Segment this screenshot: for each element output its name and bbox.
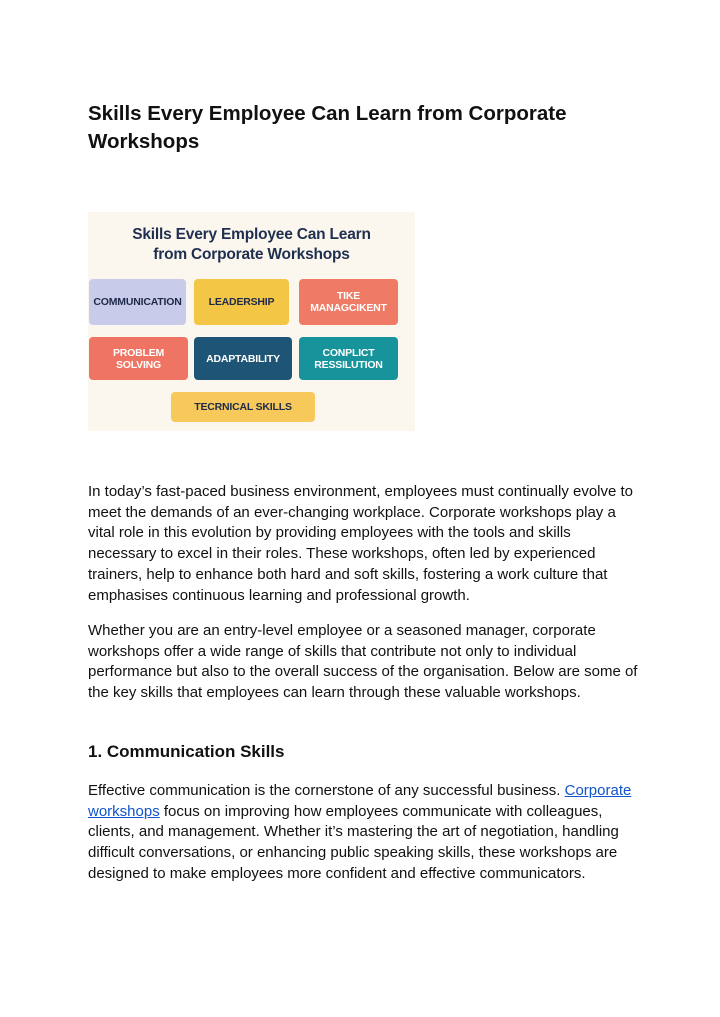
skill-tile-label: RESSILUTION xyxy=(314,358,383,371)
skill-tile-problem-solving xyxy=(89,337,188,380)
infographic-title xyxy=(88,225,415,265)
skill-tile-label: ADAPTABILITY xyxy=(206,352,280,365)
skill-tile-label: COMMUNICATION xyxy=(93,296,182,308)
intro-paragraph: In today’s fast-paced business environment, employees must continually evolve to meet the demands of an ever-changing workplace. Corporate workshops play a vital role in this evolution by providing employees with the tools and skills necessary to excel in their roles. These workshops, often led by experienced trainers, help to enhance both hard and soft skills, fostering a work culture that emphasises continuous learning and professional growth. xyxy=(88,483,634,604)
skill-tile-label: TIKE xyxy=(336,290,361,302)
skill-tile-leadership xyxy=(194,279,289,325)
skill-tile-time-management xyxy=(299,279,398,325)
communication-paragraph xyxy=(88,781,638,885)
overview-paragraph: Whether you are an entry-level employee or a seasoned manager, corporate workshops offer a wide range of skills that contribute not only to individual performance but also to the overall success of the organisation. Below are some of the key skills that employees can learn through these valuable workshops. xyxy=(88,622,638,702)
skill-tile-label: PROBLEM xyxy=(112,346,165,359)
page-title: Skills Every Employee Can Learn from Corporate Workshops xyxy=(88,102,567,153)
skill-tile-label: LEADERSHIP xyxy=(208,296,275,308)
skill-tile-adaptability xyxy=(194,337,292,380)
skill-tile-communication xyxy=(89,279,186,325)
section-heading-communication: 1. Communication Skills xyxy=(88,742,285,761)
skill-tile-label: CONPLICT xyxy=(322,346,375,359)
skill-tile-label: SOLVING xyxy=(115,358,162,371)
skill-tile-label: MANAGCIKENT xyxy=(310,302,387,314)
infographic-title-line-2: from Corporate Workshops xyxy=(153,246,350,263)
skill-tile-conflict-resolution xyxy=(299,337,398,380)
paragraph-text: Effective communication is the cornerstone of any successful business. xyxy=(88,782,565,799)
skills-infographic xyxy=(88,212,415,431)
paragraph-text: focus on improving how employees communicate with colleagues, clients, and management. Whether it’s mastering the art of negotiation, handling difficult conversations, or enhancing public speaking skills, these workshops are designed to make employees more confident and effective communicators. xyxy=(88,802,619,882)
skill-tile-technical-skills xyxy=(171,392,315,422)
infographic-title-line-1: Skills Every Employee Can Learn xyxy=(132,226,371,243)
skill-tile-label: TECRNICAL SKILLS xyxy=(194,401,292,413)
corporate-workshops-link[interactable]: Corporate workshops xyxy=(88,782,632,820)
